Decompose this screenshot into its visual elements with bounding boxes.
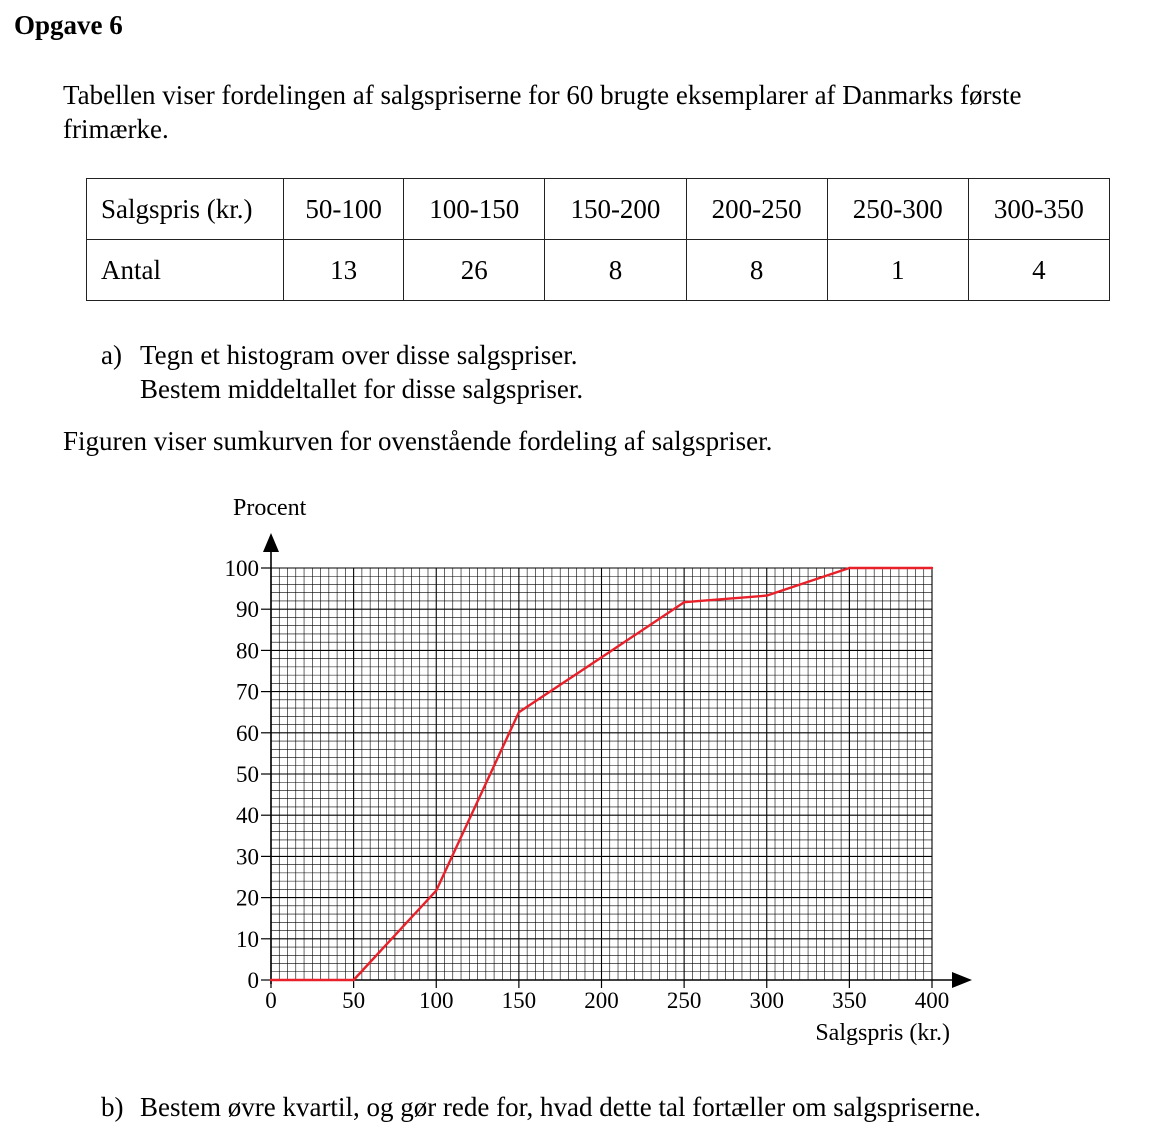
x-tick-label: 100 bbox=[419, 988, 454, 1013]
sumkurve-point bbox=[931, 567, 933, 569]
table-interval-cell: 300-350 bbox=[968, 179, 1109, 240]
x-tick-label: 300 bbox=[749, 988, 784, 1013]
sumkurve-point bbox=[518, 711, 520, 713]
question-b-text: Bestem øvre kvartil, og gør rede for, hvad dette tal fortæller om salgspriserne. bbox=[140, 1092, 981, 1122]
table-interval-cell: 150-200 bbox=[545, 179, 686, 240]
sumkurve-point bbox=[600, 656, 602, 658]
table-count-cell: 8 bbox=[686, 240, 827, 301]
table-row-label: Antal bbox=[87, 240, 284, 301]
intro-line-1: Tabellen viser fordelingen af salgspriserne for 60 brugte eksemplarer af Danmarks første bbox=[63, 80, 1022, 110]
table-header-label: Salgspris (kr.) bbox=[87, 179, 284, 240]
sumkurve-point bbox=[270, 979, 272, 981]
y-axis-arrow bbox=[263, 533, 279, 552]
exercise-title: Opgave 6 bbox=[14, 10, 123, 40]
sumkurve-point bbox=[435, 889, 437, 891]
y-tick-label: 90 bbox=[236, 597, 259, 623]
y-tick-label: 0 bbox=[247, 968, 259, 993]
x-tick-label: 150 bbox=[501, 988, 537, 1013]
y-tick-label: 40 bbox=[236, 803, 259, 829]
table-interval-cell: 250-300 bbox=[827, 179, 968, 240]
y-tick-label: 50 bbox=[236, 762, 259, 787]
y-axis-title: Procent bbox=[233, 495, 307, 521]
intro-line-2: frimærke. bbox=[63, 114, 169, 144]
y-tick-label: 80 bbox=[236, 638, 259, 664]
table-interval-cell: 100-150 bbox=[404, 179, 545, 240]
y-tick-label: 70 bbox=[236, 679, 259, 705]
x-tick-label: 50 bbox=[342, 988, 366, 1013]
x-tick-label: 400 bbox=[914, 988, 950, 1013]
table-count-cell: 26 bbox=[404, 240, 545, 301]
x-tick-label: 200 bbox=[584, 988, 619, 1013]
x-tick-label: 250 bbox=[666, 988, 702, 1013]
y-tick-label: 30 bbox=[236, 844, 259, 870]
table-count-cell: 8 bbox=[545, 240, 686, 301]
x-axis-arrow bbox=[952, 972, 972, 988]
figure-intro: Figuren viser sumkurven for ovenstående fordeling af salgspriser. bbox=[63, 426, 773, 456]
x-tick-label: 350 bbox=[832, 988, 867, 1013]
table-count-cell: 4 bbox=[968, 240, 1109, 301]
x-tick-label: 0 bbox=[265, 988, 277, 1013]
question-a-prefix: a) bbox=[101, 340, 122, 370]
y-tick-label: 10 bbox=[236, 926, 259, 952]
table-count-cell: 13 bbox=[284, 240, 404, 301]
table-count-cell: 1 bbox=[827, 240, 968, 301]
y-tick-label: 100 bbox=[224, 556, 259, 581]
sumkurve-point bbox=[683, 601, 685, 603]
sumkurve-point bbox=[848, 567, 850, 569]
question-a-line-2: Bestem middeltallet for disse salgspriser. bbox=[140, 374, 584, 404]
x-axis-title: Salgspris (kr.) bbox=[815, 1020, 950, 1046]
sumkurve-point bbox=[766, 594, 768, 596]
table-interval-cell: 200-250 bbox=[686, 179, 827, 240]
y-tick-label: 60 bbox=[236, 720, 259, 746]
ticks bbox=[225, 556, 950, 1013]
question-b-prefix: b) bbox=[101, 1092, 124, 1122]
sumkurve-point bbox=[352, 979, 354, 981]
y-tick-label: 20 bbox=[236, 885, 259, 911]
table-interval-cell: 50-100 bbox=[284, 179, 404, 240]
question-a-line-1: Tegn et histogram over disse salgspriser. bbox=[140, 340, 578, 370]
